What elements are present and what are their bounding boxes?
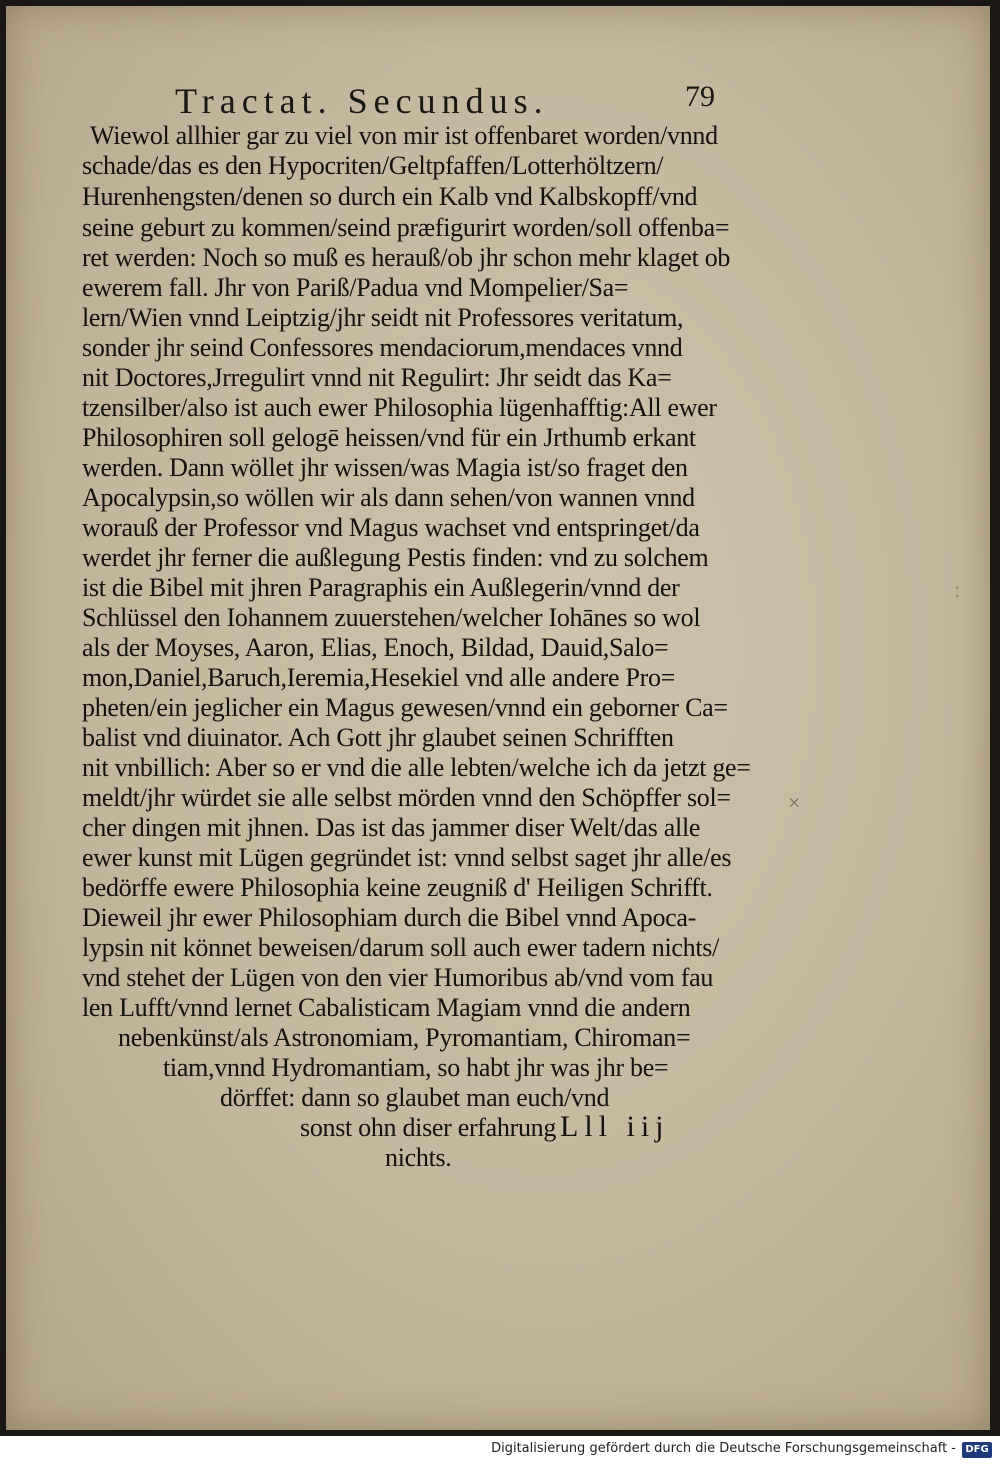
text-line: mon,Daniel,Baruch,Ieremia,Hesekiel vnd alle andere Pro= bbox=[82, 663, 676, 692]
text-line: worauß der Professor vnd Magus wachset vnd entspringet/da bbox=[82, 513, 700, 542]
text-line: dörffet: dann so glaubet man euch/vnd bbox=[220, 1083, 610, 1112]
text-line: sonst ohn diser erfahrung bbox=[300, 1113, 557, 1142]
text-line: Philosophiren soll gelogē heissen/vnd für ein Jrthumb erkant bbox=[82, 423, 696, 452]
text-line: ewer kunst mit Lügen gegründet ist: vnnd selbst saget jhr alle/es bbox=[82, 843, 732, 872]
dfg-logo: DFG bbox=[962, 1442, 992, 1458]
text-line: pheten/ein jeglicher ein Magus gewesen/vnnd ein geborner Ca= bbox=[82, 693, 728, 722]
page-number: 79 bbox=[685, 80, 715, 113]
text-line: schade/das es den Hypocriten/Geltpfaffen/Lotterhöltzern/ bbox=[82, 151, 664, 180]
text-line: cher dingen mit jhnen. Das ist das jammer diser Welt/das alle bbox=[82, 813, 701, 842]
text-line: ret werden: Noch so muß es herauß/ob jhr schon mehr klaget ob bbox=[82, 243, 731, 272]
text-line: Hurenhengsten/denen so durch ein Kalb vnd Kalbskopff/vnd bbox=[82, 182, 698, 211]
text-line: sonder jhr seind Confessores mendaciorum,mendaces vnnd bbox=[82, 333, 683, 362]
footer-bar bbox=[0, 1436, 1000, 1465]
text-line: balist vnd diuinator. Ach Gott jhr glaubet seinen Schrifften bbox=[82, 723, 674, 752]
text-line: nebenkünst/als Astronomiam, Pyromantiam, Chiroman= bbox=[118, 1023, 691, 1052]
text-line: werden. Dann wöllet jhr wissen/was Magia ist/so fraget den bbox=[82, 453, 688, 482]
text-line: meldt/jhr würdet sie alle selbst mörden vnnd den Schöpffer sol= bbox=[82, 783, 731, 812]
text-line: ewerem fall. Jhr von Pariß/Padua vnd Mompelier/Sa= bbox=[82, 273, 629, 302]
text-line: tiam,vnnd Hydromantiam, so habt jhr was jhr be= bbox=[163, 1053, 669, 1082]
text-line: tzensilber/also ist auch ewer Philosophia lügenhafftig:All ewer bbox=[82, 393, 717, 422]
text-line: lern/Wien vnnd Leiptzig/jhr seidt nit Professores veritatum, bbox=[82, 303, 684, 332]
text-line: als der Moyses, Aaron, Elias, Enoch, Bildad, Dauid,Salo= bbox=[82, 633, 669, 662]
text-line: Dieweil jhr ewer Philosophiam durch die Bibel vnnd Apoca- bbox=[82, 903, 696, 932]
text-line: Wiewol allhier gar zu viel von mir ist offenbaret worden/vnnd bbox=[90, 121, 718, 150]
text-line: nit vnbillich: Aber so er vnd die alle lebten/welche ich da jetzt ge= bbox=[82, 753, 751, 782]
text-line: Schlüssel den Iohannem zuuerstehen/welcher Iohānes so wol bbox=[82, 603, 701, 632]
stray-ink-mark: × bbox=[788, 790, 801, 815]
text-line: Apocalypsin,so wöllen wir als dann sehen/von wannen vnnd bbox=[82, 483, 695, 512]
running-header bbox=[175, 80, 715, 120]
text-line: seine geburt zu kommen/seind præfigurirt worden/soll offenba= bbox=[82, 213, 730, 242]
text-line: nichts. bbox=[385, 1143, 452, 1172]
text-line: lypsin nit könnet beweisen/darum soll auch ewer tadern nichts/ bbox=[82, 933, 720, 962]
text-line: nit Doctores,Jrregulirt vnnd nit Regulirt: Jhr seidt das Ka= bbox=[82, 363, 672, 392]
text-line: bedörffe ewere Philosophia keine zeugniß d' Heiligen Schrifft. bbox=[82, 873, 713, 902]
footer-credit: Digitalisierung gefördert durch die Deutsche Forschungsgemeinschaft - bbox=[491, 1441, 956, 1456]
edge-ink-mark: ⁚ bbox=[955, 586, 960, 601]
text-line: werdet jhr ferner die außlegung Pestis finden: vnd zu solchem bbox=[82, 543, 709, 572]
signature-mark: Lll iij bbox=[560, 1110, 670, 1143]
text-line: len Lufft/vnnd lernet Cabalisticam Magiam vnnd die andern bbox=[82, 993, 691, 1022]
text-line: vnd stehet der Lügen von den vier Humoribus ab/vnd vom fau bbox=[82, 963, 714, 992]
running-title: Tractat. Secundus. bbox=[175, 81, 549, 121]
text-line: ist die Bibel mit jhren Paragraphis ein Außlegerin/vnnd der bbox=[82, 573, 680, 602]
